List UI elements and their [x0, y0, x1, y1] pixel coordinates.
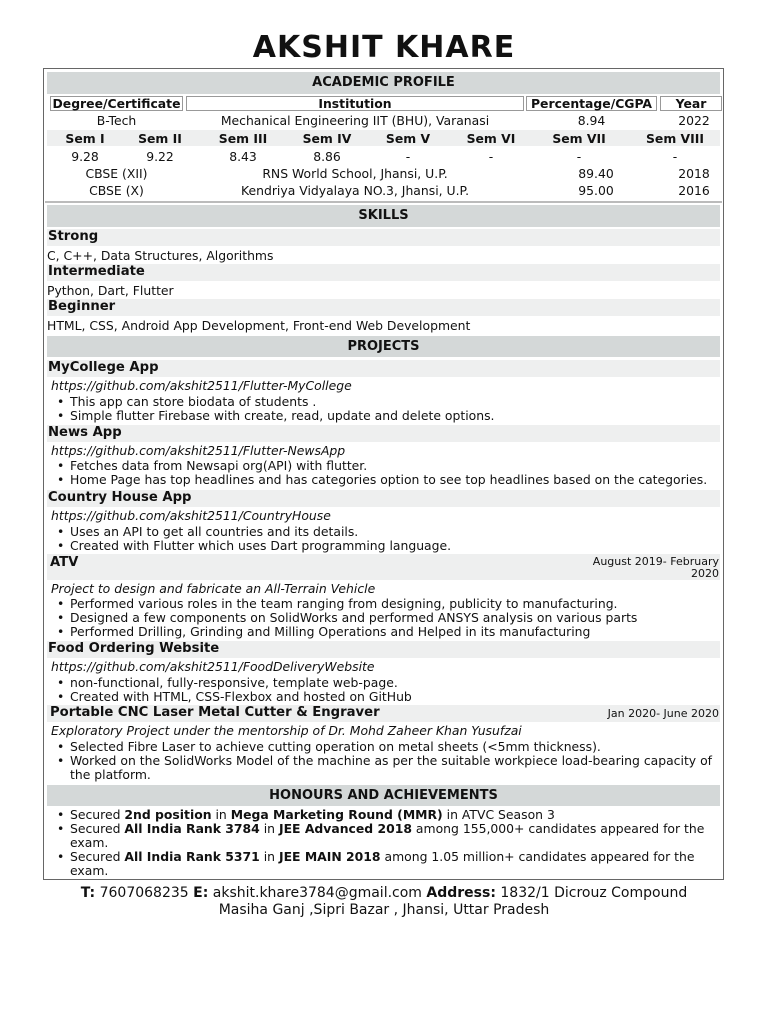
project-title: Food Ordering Website [48, 641, 220, 656]
xii-institution: RNS World School, Jhansi, U.P. [262, 166, 448, 181]
btech-degree: B-Tech [96, 113, 137, 128]
project-bullets [52, 525, 725, 553]
contact-line-1 [0, 885, 768, 902]
skill-level-strong: Strong [48, 229, 99, 244]
project-link[interactable]: https://github.com/akshit2511/Flutter-MyCollege [51, 378, 352, 393]
email-address[interactable]: akshit.khare3784@gmail.com [212, 885, 422, 901]
project-title: ATV [50, 555, 79, 570]
project-description: Exploratory Project under the mentorship of Dr. Mohd Zaheer Khan Yusufzai [51, 723, 522, 738]
header-year: Year [660, 96, 722, 111]
project-bullets [52, 459, 725, 487]
project-date: Jan 2020- June 2020 [607, 707, 719, 720]
sem-value: - [672, 149, 678, 164]
skill-level-beginner: Beginner [48, 299, 116, 314]
honours-heading: HONOURS AND ACHIEVEMENTS [47, 785, 720, 806]
skill-level-intermediate: Intermediate [48, 264, 145, 279]
date-line: August 2019- February [592, 555, 719, 568]
sem-header: Sem I [65, 131, 105, 146]
sem-value: 9.28 [71, 149, 99, 164]
sem-value: - [488, 149, 494, 164]
btech-year: 2022 [678, 113, 710, 128]
bullet-item: • Uses an API to get all countries and its details. [70, 525, 725, 539]
header-percentage: Percentage/CGPA [526, 96, 657, 111]
project-band [47, 425, 720, 442]
sem-header: Sem VII [552, 131, 606, 146]
phone-number[interactable]: 7607068235 [99, 885, 189, 901]
sem-header: Sem IV [302, 131, 352, 146]
bullet-item: • Performed various roles in the team ranging from designing, publicity to manufacturing. [70, 597, 725, 611]
sem-value: - [576, 149, 582, 164]
xii-degree: CBSE (XII) [85, 166, 148, 181]
sem-value: 8.43 [229, 149, 257, 164]
email-label: E: [193, 885, 209, 901]
x-degree: CBSE (X) [89, 183, 144, 198]
bullet-item: • Selected Fibre Laser to achieve cutting operation on metal sheets (<5mm thickness). [70, 740, 725, 754]
btech-score: 8.94 [577, 113, 606, 128]
sem-header: Sem VIII [646, 131, 704, 146]
header-institution: Institution [186, 96, 524, 111]
achievement-item: • Secured 2nd position in Mega Marketing Round (MMR) in ATVC Season 3 [70, 808, 725, 822]
section-divider [45, 201, 722, 203]
xii-year: 2018 [678, 166, 710, 181]
address-label: Address: [426, 885, 496, 901]
xii-score: 89.40 [578, 166, 614, 181]
sem-value: 9.22 [146, 149, 174, 164]
skills-strong-list: C, C++, Data Structures, Algorithms [47, 248, 274, 263]
sem-value: - [405, 149, 411, 164]
bullet-item: • Worked on the SolidWorks Model of the machine as per the suitable workpiece load-bearing capacity of the platform. [70, 754, 725, 782]
header-degree: Degree/Certificate [50, 96, 183, 111]
project-description: Project to design and fabricate an All-Terrain Vehicle [51, 581, 376, 596]
bullet-item: • Performed Drilling, Grinding and Milling Operations and Helped in its manufacturing [70, 625, 725, 639]
skills-beginner-list: HTML, CSS, Android App Development, Front-end Web Development [47, 318, 471, 333]
x-institution: Kendriya Vidyalaya NO.3, Jhansi, U.P. [240, 183, 470, 198]
sem-value: 8.86 [313, 149, 341, 164]
address-line-2: Masiha Ganj ,Sipri Bazar , Jhansi, Uttar Pradesh [218, 902, 550, 918]
project-link[interactable]: https://github.com/akshit2511/FoodDeliveryWebsite [51, 659, 375, 674]
bullet-item: • Created with HTML, CSS-Flexbox and hosted on GitHub [70, 690, 725, 704]
date-line: 2020 [691, 567, 719, 580]
achievement-item: • Secured All India Rank 5371 in JEE MAIN 2018 among 1.05 million+ candidates appeared for the exam. [70, 850, 725, 878]
project-bullets [52, 676, 725, 704]
project-bullets [52, 395, 725, 423]
skills-heading: SKILLS [47, 205, 720, 227]
projects-heading: PROJECTS [47, 336, 720, 357]
project-bullets [52, 740, 725, 782]
bullet-item: • Fetches data from Newsapi org(API) with flutter. [70, 459, 725, 473]
academic-profile-heading: ACADEMIC PROFILE [47, 72, 720, 94]
phone-label: T: [80, 885, 96, 901]
project-title: MyCollege App [48, 360, 159, 375]
skill-band [47, 299, 720, 316]
skill-band [47, 229, 720, 246]
sem-header: Sem III [218, 131, 268, 146]
sem-header: Sem V [385, 131, 431, 146]
project-bullets [52, 597, 725, 639]
candidate-name: AKSHIT KHARE [252, 30, 516, 65]
x-score: 95.00 [578, 183, 614, 198]
project-title: Portable CNC Laser Metal Cutter & Engraver [50, 705, 380, 720]
project-title: News App [48, 425, 122, 440]
skills-intermediate-list: Python, Dart, Flutter [47, 283, 174, 298]
sem-header: Sem II [138, 131, 182, 146]
address-line-1: 1832/1 Dicrouz Compound [500, 885, 688, 901]
bullet-item: • non-functional, fully-responsive, template web-page. [70, 676, 725, 690]
bullet-item: • This app can store biodata of students . [70, 395, 725, 409]
project-title: Country House App [48, 490, 192, 505]
project-link[interactable]: https://github.com/akshit2511/CountryHouse [51, 508, 331, 523]
project-date [560, 556, 719, 580]
bullet-item: • Home Page has top headlines and has categories option to see top headlines based on the categories. [70, 473, 725, 487]
sem-header: Sem VI [466, 131, 516, 146]
bullet-item: • Simple flutter Firebase with create, read, update and delete options. [70, 409, 725, 423]
project-link[interactable]: https://github.com/akshit2511/Flutter-NewsApp [51, 443, 346, 458]
btech-institution: Mechanical Engineering IIT (BHU), Varanasi [220, 113, 490, 128]
bullet-item: • Created with Flutter which uses Dart programming language. [70, 539, 725, 553]
achievement-item: • Secured All India Rank 3784 in JEE Advanced 2018 among 155,000+ candidates appeared for the exam. [70, 822, 725, 850]
x-year: 2016 [678, 183, 710, 198]
honours-list [52, 808, 725, 878]
skill-band [47, 264, 720, 281]
bullet-item: • Designed a few components on SolidWorks and performed ANSYS analysis on various parts [70, 611, 725, 625]
